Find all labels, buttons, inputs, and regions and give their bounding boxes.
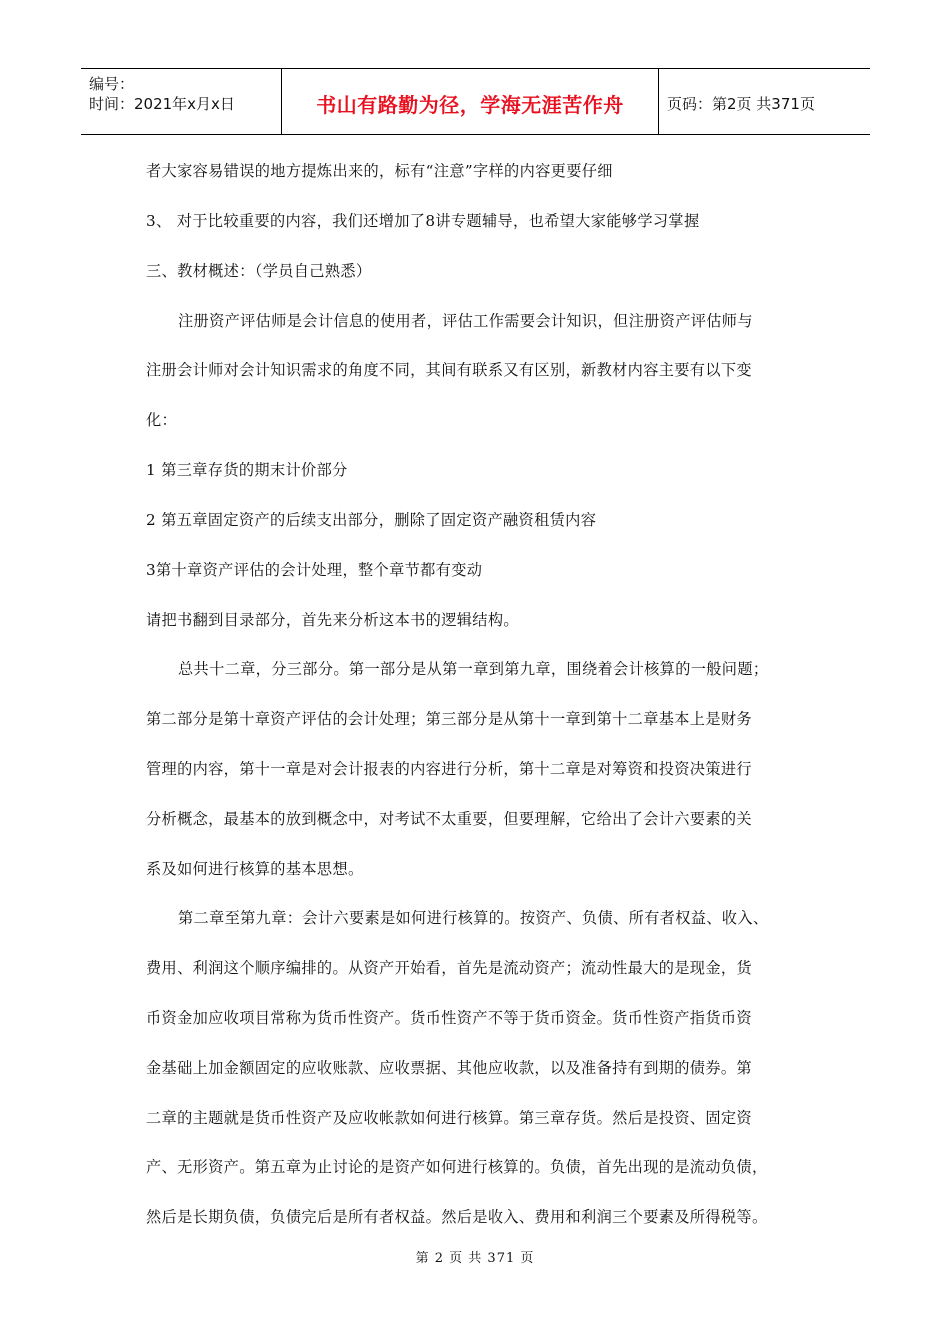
body-line: 化： [146,411,178,429]
body-line: 费用、利润这个顺序编排的。从资产开始看，首先是流动资产；流动性最大的是现金，货 [146,959,752,977]
header-motto-cell [282,69,659,134]
body-line: 注册资产评估师是会计信息的使用者，评估工作需要会计知识，但注册资产评估师与 [178,312,753,330]
page-header [81,68,870,135]
header-page-cell [659,69,870,134]
body-line: 注册会计师对会计知识需求的角度不同，其间有联系又有区别，新教材内容主要有以下变 [146,361,752,379]
list-item: 1 第三章存货的期末计价部分 [146,461,348,479]
body-line: 第二章至第九章：会计六要素是如何进行核算的。按资产、负债、所有者权益、收入、 [178,909,769,927]
section-heading: 三、教材概述：（学员自己熟悉） [146,262,372,280]
body-line: 总共十二章，分三部分。第一部分是从第一章到第九章，围绕着会计核算的一般问题； [178,660,769,678]
body-line: 然后是长期负债，负债完后是所有者权益。然后是收入、费用和利润三个要素及所得税等。 [146,1208,768,1226]
header-page-code: 页码：第2页 共371页 [667,95,815,113]
page-footer: 第 2 页 共 371 页 [415,1251,535,1266]
document-number-label: 编号： [89,75,135,93]
body-line: 请把书翻到目录部分，首先来分析这本书的逻辑结构。 [146,611,519,629]
list-item: 2 第五章固定资产的后续支出部分，删除了固定资产融资租赁内容 [146,511,597,529]
body-line: 第二部分是第十章资产评估的会计处理；第三部分是从第十一章到第十二章基本上是财务 [146,710,752,728]
body-line: 系及如何进行核算的基本思想。 [146,860,364,878]
list-item: 3第十章资产评估的会计处理，整个章节都有变动 [146,561,483,579]
body-line: 产、无形资产。第五章为止讨论的是资产如何进行核算的。负债，首先出现的是流动负债， [146,1158,768,1176]
body-line: 者大家容易错误的地方提炼出来的，标有“注意”字样的内容更要仔细 [146,162,613,180]
body-line: 二章的主题就是货币性资产及应收帐款如何进行核算。第三章存货。然后是投资、固定资 [146,1109,752,1127]
document-date-label: 时间：2021年x月x日 [89,95,235,113]
body-line: 管理的内容，第十一章是对会计报表的内容进行分析，第十二章是对筹资和投资决策进行 [146,760,752,778]
body-line: 分析概念，最基本的放到概念中，对考试不太重要，但要理解，它给出了会计六要素的关 [146,810,752,828]
body-line: 币资金加应收项目常称为货币性资产。货币性资产不等于货币资金。货币性资产指货币资 [146,1009,752,1027]
body-line: 金基础上加金额固定的应收账款、应收票据、其他应收款，以及准备持有到期的债券。第 [146,1059,752,1077]
header-meta-cell [81,69,282,134]
header-motto: 书山有路勤为径，学海无涯苦作舟 [316,93,624,117]
body-line: 3、 对于比较重要的内容，我们还增加了8讲专题辅导，也希望大家能够学习掌握 [146,212,700,230]
